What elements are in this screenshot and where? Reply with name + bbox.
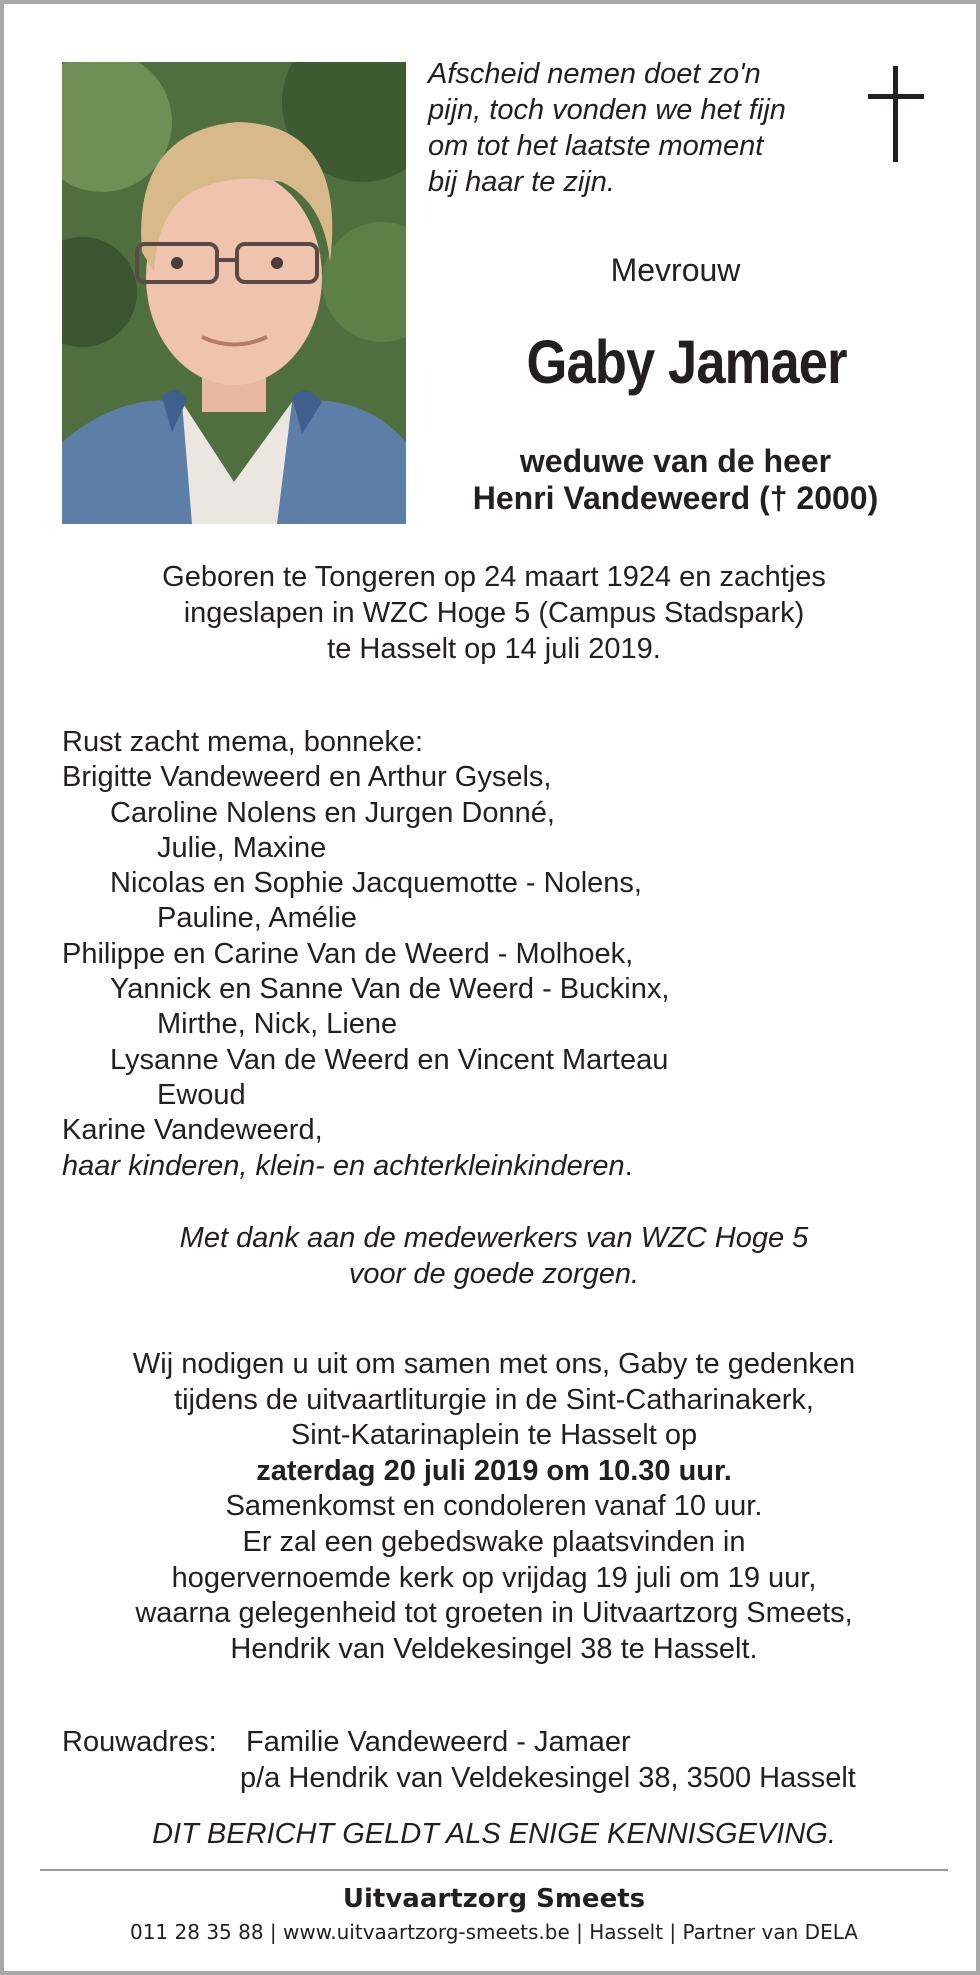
funeral-invitation	[62, 1347, 926, 1667]
widow-of	[428, 443, 923, 517]
portrait-illustration	[62, 62, 406, 524]
invite-line: hogervernoemde kerk op vrijdag 19 juli om 19 uur,	[171, 1561, 817, 1594]
family-closing: haar kinderen, klein- en achterkleinkinderen	[62, 1149, 625, 1182]
family-line: Yannick en Sanne Van de Weerd - Buckinx,	[110, 973, 670, 1006]
quote-line: Afscheid nemen doet zo'n	[428, 58, 761, 90]
thanks-line: voor de goede zorgen.	[348, 1258, 640, 1290]
mourning-address	[62, 1724, 932, 1796]
birth-line: Geboren te Tongeren op 24 maart 1924 en zachtjes	[162, 561, 826, 593]
cross-icon	[866, 66, 926, 162]
family-line: Rust zacht mema, bonneke:	[62, 726, 424, 758]
thanks-line: Met dank aan de medewerkers van WZC Hoge 5	[179, 1222, 809, 1254]
widow-line: Henri Vandeweerd († 2000)	[472, 480, 879, 516]
invite-line: Samenkomst en condoleren vanaf 10 uur.	[225, 1490, 763, 1523]
funeral-home-contact: 011 28 35 88 | www.uitvaartzorg-smeets.be | Hasselt | Partner van DELA	[129, 1920, 858, 1944]
widow-line: weduwe van de heer	[519, 443, 832, 479]
family-line: Karine Vandeweerd,	[62, 1114, 323, 1147]
family-line: Brigitte Vandeweerd en Arthur Gysels,	[62, 761, 552, 794]
family-line: Philippe en Carine Van de Weerd - Molhoek,	[62, 937, 634, 970]
family-line: Caroline Nolens en Jurgen Donné,	[110, 796, 555, 829]
address-label: Rouwadres:	[62, 1726, 217, 1758]
quote-line: pijn, toch vonden we het fijn	[428, 94, 786, 126]
farewell-quote	[428, 56, 848, 200]
invite-line: Sint-Katarinaplein te Hasselt op	[290, 1419, 698, 1452]
funeral-date: zaterdag 20 juli 2019 om 10.30 uur.	[256, 1454, 732, 1487]
family-list	[62, 725, 932, 1184]
quote-line: om tot het laatste moment	[428, 130, 764, 162]
invite-line: tijdens de uitvaartliturgie in de Sint-Catharinakerk,	[174, 1383, 814, 1416]
address-line: Familie Vandeweerd - Jamaer	[246, 1726, 631, 1758]
family-line: Julie, Maxine	[157, 831, 327, 864]
family-closing-period: .	[624, 1149, 633, 1182]
invite-line: Hendrik van Veldekesingel 38 te Hasselt.	[230, 1632, 758, 1665]
birth-line: te Hasselt op 14 juli 2019.	[327, 633, 661, 665]
family-line: Mirthe, Nick, Liene	[157, 1008, 398, 1041]
family-line: Lysanne Van de Weerd en Vincent Marteau	[110, 1043, 669, 1076]
family-line: Ewoud	[157, 1078, 246, 1111]
deceased-name: Gaby Jamaer	[526, 328, 847, 396]
thanks-message	[62, 1220, 926, 1292]
quote-line: bij haar te zijn.	[428, 166, 615, 198]
address-row	[62, 1724, 932, 1760]
birth-line: ingeslapen in WZC Hoge 5 (Campus Stadspark)	[183, 597, 805, 629]
birth-death-info	[62, 559, 926, 667]
family-line: Nicolas en Sophie Jacquemotte - Nolens,	[110, 867, 642, 900]
address-line: p/a Hendrik van Veldekesingel 38, 3500 Hasselt	[240, 1762, 856, 1794]
invite-line: waarna gelegenheid tot groeten in Uitvaartzorg Smeets,	[135, 1597, 853, 1630]
portrait-photo	[62, 62, 406, 524]
footer-divider	[40, 1869, 948, 1871]
invite-line: Er zal een gebedswake plaatsvinden in	[242, 1525, 746, 1558]
family-line: Pauline, Amélie	[157, 902, 357, 935]
family-line	[62, 1149, 932, 1184]
notice: DIT BERICHT GELDT ALS ENIGE KENNISGEVING.	[152, 1818, 836, 1850]
invite-line: Wij nodigen u uit om samen met ons, Gaby te gedenken	[132, 1348, 856, 1380]
funeral-home-name: Uitvaartzorg Smeets	[342, 1884, 646, 1914]
honorific: Mevrouw	[610, 252, 741, 288]
